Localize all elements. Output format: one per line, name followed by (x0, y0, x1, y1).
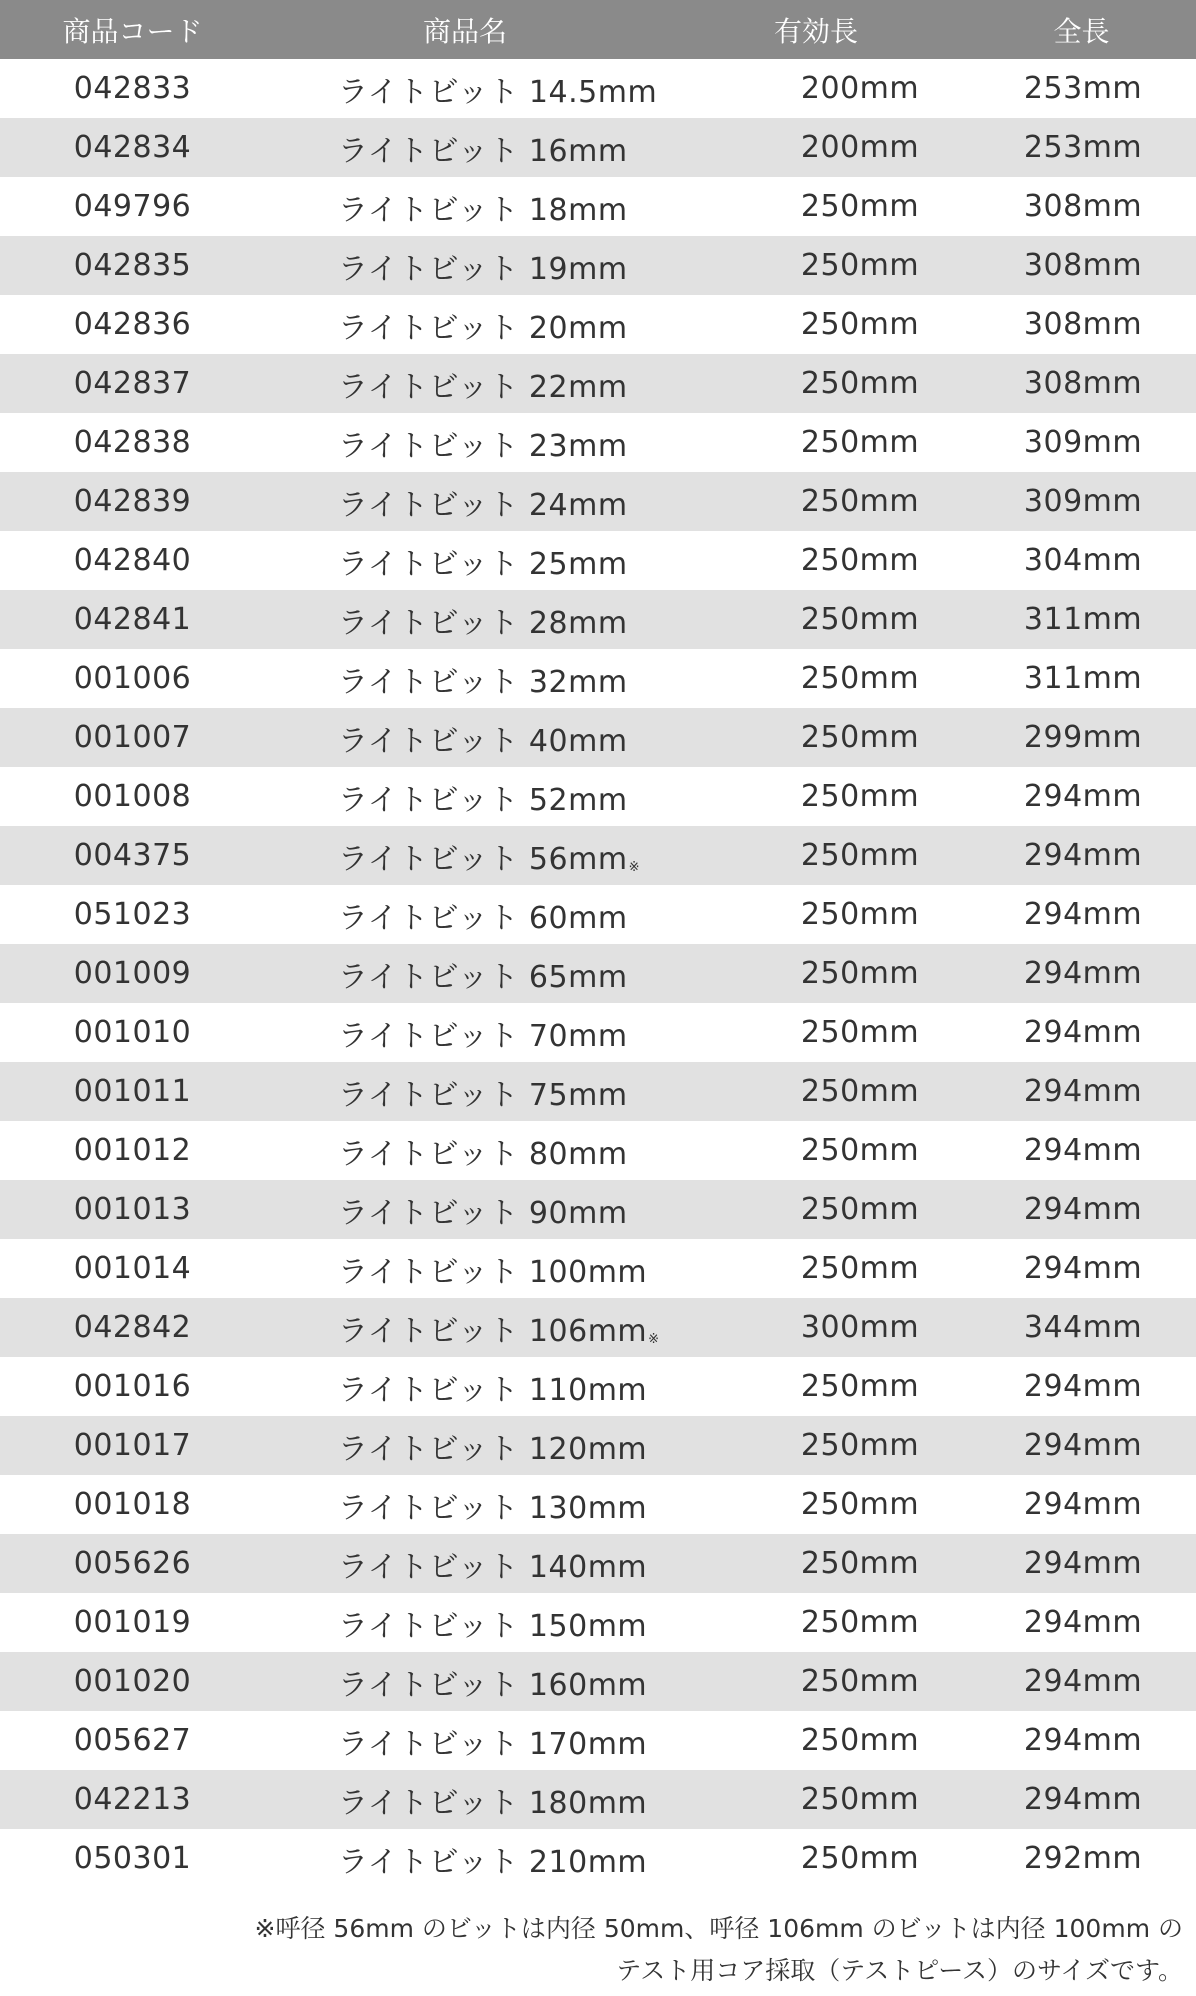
cell-code: 005627 (73, 1723, 192, 1758)
cell-name (265, 539, 750, 583)
cell-code: 001008 (73, 779, 192, 814)
table-row (0, 1652, 1196, 1711)
cell-total-length: 308mm (1023, 307, 1143, 342)
product-name: ライトビット 75mm (338, 1077, 628, 1113)
cell-effective-length: 250mm (800, 661, 920, 696)
cell-effective-length: 250mm (800, 956, 920, 991)
table-row (0, 1416, 1196, 1475)
cell-code: 001011 (73, 1074, 192, 1109)
cell-code: 005626 (73, 1546, 192, 1581)
cell-effective-length: 250mm (800, 484, 920, 519)
cell-name (265, 67, 750, 111)
cell-effective-length: 200mm (800, 71, 920, 106)
cell-total-length: 308mm (1023, 366, 1143, 401)
cell-code: 042836 (73, 307, 192, 342)
product-name: ライトビット 19mm (338, 251, 628, 287)
table-row (0, 1357, 1196, 1416)
product-name: ライトビット 24mm (338, 487, 628, 523)
cell-effective-length: 250mm (800, 1192, 920, 1227)
product-name: ライトビット 56mm (338, 841, 628, 877)
cell-effective-length: 300mm (800, 1310, 920, 1345)
cell-total-length: 344mm (1023, 1310, 1143, 1345)
cell-total-length: 311mm (1023, 602, 1143, 637)
cell-code: 004375 (73, 838, 192, 873)
cell-total-length: 294mm (1023, 1074, 1143, 1109)
product-name: ライトビット 150mm (338, 1608, 648, 1644)
cell-name (265, 1306, 750, 1350)
product-name: ライトビット 65mm (338, 959, 628, 995)
cell-total-length: 294mm (1023, 956, 1143, 991)
cell-total-length: 294mm (1023, 779, 1143, 814)
cell-name (265, 1247, 750, 1291)
cell-effective-length: 250mm (800, 1369, 920, 1404)
table-row (0, 590, 1196, 649)
cell-effective-length: 250mm (800, 720, 920, 755)
cell-name (265, 1424, 750, 1468)
table-row (0, 944, 1196, 1003)
cell-name (265, 1129, 750, 1173)
cell-code: 042839 (73, 484, 192, 519)
cell-code: 042840 (73, 543, 192, 578)
product-name: ライトビット 180mm (338, 1785, 648, 1821)
cell-total-length: 311mm (1023, 661, 1143, 696)
cell-effective-length: 250mm (800, 1664, 920, 1699)
table-row (0, 295, 1196, 354)
cell-effective-length: 250mm (800, 1428, 920, 1463)
product-name: ライトビット 16mm (338, 133, 628, 169)
cell-name (265, 1365, 750, 1409)
product-name: ライトビット 28mm (338, 605, 628, 641)
product-name: ライトビット 130mm (338, 1490, 648, 1526)
cell-effective-length: 250mm (800, 307, 920, 342)
footnote-line-1: ※呼径 56mm のビットは内径 50mm、呼径 106mm のビットは内径 100mm の (254, 1914, 1183, 1943)
table-row (0, 1062, 1196, 1121)
cell-name (265, 185, 750, 229)
table-row (0, 708, 1196, 767)
table-row (0, 1711, 1196, 1770)
cell-name (265, 1483, 750, 1527)
table-row (0, 472, 1196, 531)
table-row (0, 413, 1196, 472)
header-name: 商品名 (422, 14, 507, 48)
cell-effective-length: 250mm (800, 1487, 920, 1522)
product-name: ライトビット 106mm (338, 1313, 648, 1349)
table-row (0, 1475, 1196, 1534)
table-row (0, 118, 1196, 177)
cell-total-length: 253mm (1023, 71, 1143, 106)
cell-name (265, 1011, 750, 1055)
cell-total-length: 309mm (1023, 425, 1143, 460)
table-row (0, 649, 1196, 708)
cell-total-length: 294mm (1023, 1782, 1143, 1817)
cell-total-length: 253mm (1023, 130, 1143, 165)
table-row (0, 177, 1196, 236)
product-name: ライトビット 140mm (338, 1549, 648, 1585)
table-row (0, 1593, 1196, 1652)
cell-effective-length: 250mm (800, 779, 920, 814)
table-row (0, 1770, 1196, 1829)
product-name: ライトビット 170mm (338, 1726, 648, 1762)
cell-name (265, 893, 750, 937)
table-row (0, 1534, 1196, 1593)
cell-name (265, 1542, 750, 1586)
cell-name (265, 1719, 750, 1763)
cell-name (265, 598, 750, 642)
cell-total-length: 294mm (1023, 1369, 1143, 1404)
product-name: ライトビット 60mm (338, 900, 628, 936)
cell-effective-length: 250mm (800, 1546, 920, 1581)
table-row (0, 236, 1196, 295)
cell-total-length: 294mm (1023, 1133, 1143, 1168)
cell-name (265, 480, 750, 524)
cell-code: 001016 (73, 1369, 192, 1404)
cell-code: 001012 (73, 1133, 192, 1168)
product-name: ライトビット 32mm (338, 664, 628, 700)
cell-code: 042834 (73, 130, 192, 165)
cell-total-length: 294mm (1023, 1487, 1143, 1522)
cell-effective-length: 250mm (800, 248, 920, 283)
cell-effective-length: 250mm (800, 366, 920, 401)
product-name: ライトビット 20mm (338, 310, 628, 346)
table-row (0, 1180, 1196, 1239)
cell-total-length: 294mm (1023, 897, 1143, 932)
cell-name (265, 775, 750, 819)
cell-total-length: 294mm (1023, 1723, 1143, 1758)
cell-name (265, 834, 750, 878)
product-name: ライトビット 80mm (338, 1136, 628, 1172)
product-name: ライトビット 52mm (338, 782, 628, 818)
table-row (0, 826, 1196, 885)
product-name: ライトビット 14.5mm (338, 74, 658, 110)
product-name: ライトビット 90mm (338, 1195, 628, 1231)
cell-code: 049796 (73, 189, 192, 224)
cell-code: 050301 (73, 1841, 192, 1876)
cell-total-length: 292mm (1023, 1841, 1143, 1876)
table-row (0, 354, 1196, 413)
cell-name (265, 362, 750, 406)
product-name: ライトビット 110mm (338, 1372, 648, 1408)
cell-effective-length: 250mm (800, 1133, 920, 1168)
cell-effective-length: 250mm (800, 1723, 920, 1758)
header-code: 商品コード (62, 14, 203, 48)
cell-name (265, 303, 750, 347)
cell-name (265, 1778, 750, 1822)
cell-total-length: 294mm (1023, 1251, 1143, 1286)
cell-code: 042837 (73, 366, 192, 401)
cell-effective-length: 250mm (800, 1841, 920, 1876)
cell-name (265, 657, 750, 701)
cell-total-length: 308mm (1023, 189, 1143, 224)
cell-effective-length: 250mm (800, 602, 920, 637)
table-row (0, 59, 1196, 118)
cell-name (265, 244, 750, 288)
cell-name (265, 716, 750, 760)
product-name: ライトビット 160mm (338, 1667, 648, 1703)
product-name: ライトビット 23mm (338, 428, 628, 464)
cell-name (265, 126, 750, 170)
cell-code: 001019 (73, 1605, 192, 1640)
cell-code: 001014 (73, 1251, 192, 1286)
table-body (0, 59, 1196, 1888)
cell-total-length: 294mm (1023, 1546, 1143, 1581)
cell-code: 001007 (73, 720, 192, 755)
footnote-mark: ※ (648, 1331, 660, 1347)
cell-code: 001017 (73, 1428, 192, 1463)
cell-total-length: 294mm (1023, 1664, 1143, 1699)
table-row (0, 1121, 1196, 1180)
cell-code: 042841 (73, 602, 192, 637)
product-name: ライトビット 40mm (338, 723, 628, 759)
cell-effective-length: 250mm (800, 838, 920, 873)
cell-effective-length: 250mm (800, 897, 920, 932)
footnote-line-2: テスト用コア採取（テストピース）のサイズです。 (616, 1956, 1183, 1985)
product-name: ライトビット 210mm (338, 1844, 648, 1880)
cell-code: 001009 (73, 956, 192, 991)
header-effective-length: 有効長 (773, 14, 858, 48)
cell-code: 051023 (73, 897, 192, 932)
cell-code: 042835 (73, 248, 192, 283)
product-name: ライトビット 22mm (338, 369, 628, 405)
footnote (0, 1888, 1196, 1992)
cell-effective-length: 250mm (800, 1074, 920, 1109)
table-row (0, 1829, 1196, 1888)
cell-code: 001006 (73, 661, 192, 696)
cell-name (265, 1070, 750, 1114)
cell-name (265, 1601, 750, 1645)
cell-name (265, 1660, 750, 1704)
cell-total-length: 294mm (1023, 838, 1143, 873)
table-row (0, 1239, 1196, 1298)
cell-total-length: 308mm (1023, 248, 1143, 283)
cell-total-length: 294mm (1023, 1428, 1143, 1463)
cell-code: 001010 (73, 1015, 192, 1050)
product-name: ライトビット 120mm (338, 1431, 648, 1467)
cell-effective-length: 250mm (800, 1015, 920, 1050)
cell-total-length: 294mm (1023, 1605, 1143, 1640)
cell-code: 042833 (73, 71, 192, 106)
cell-code: 042842 (73, 1310, 192, 1345)
table-header (0, 0, 1196, 59)
product-name: ライトビット 70mm (338, 1018, 628, 1054)
cell-name (265, 421, 750, 465)
cell-effective-length: 200mm (800, 130, 920, 165)
table-row (0, 1298, 1196, 1357)
cell-name (265, 1188, 750, 1232)
cell-effective-length: 250mm (800, 1251, 920, 1286)
cell-code: 001020 (73, 1664, 192, 1699)
cell-effective-length: 250mm (800, 543, 920, 578)
cell-effective-length: 250mm (800, 1782, 920, 1817)
cell-code: 001013 (73, 1192, 192, 1227)
cell-name (265, 952, 750, 996)
table-row (0, 531, 1196, 590)
footnote-mark: ※ (628, 859, 640, 875)
cell-effective-length: 250mm (800, 189, 920, 224)
cell-effective-length: 250mm (800, 1605, 920, 1640)
cell-total-length: 299mm (1023, 720, 1143, 755)
cell-code: 001018 (73, 1487, 192, 1522)
product-name: ライトビット 100mm (338, 1254, 648, 1290)
cell-total-length: 294mm (1023, 1192, 1143, 1227)
table-row (0, 767, 1196, 826)
cell-name (265, 1837, 750, 1881)
cell-code: 042838 (73, 425, 192, 460)
cell-total-length: 304mm (1023, 543, 1143, 578)
cell-effective-length: 250mm (800, 425, 920, 460)
cell-total-length: 294mm (1023, 1015, 1143, 1050)
product-name: ライトビット 18mm (338, 192, 628, 228)
table-row (0, 1003, 1196, 1062)
cell-code: 042213 (73, 1782, 192, 1817)
product-name: ライトビット 25mm (338, 546, 628, 582)
cell-total-length: 309mm (1023, 484, 1143, 519)
header-total-length: 全長 (1053, 14, 1110, 48)
table-row (0, 885, 1196, 944)
